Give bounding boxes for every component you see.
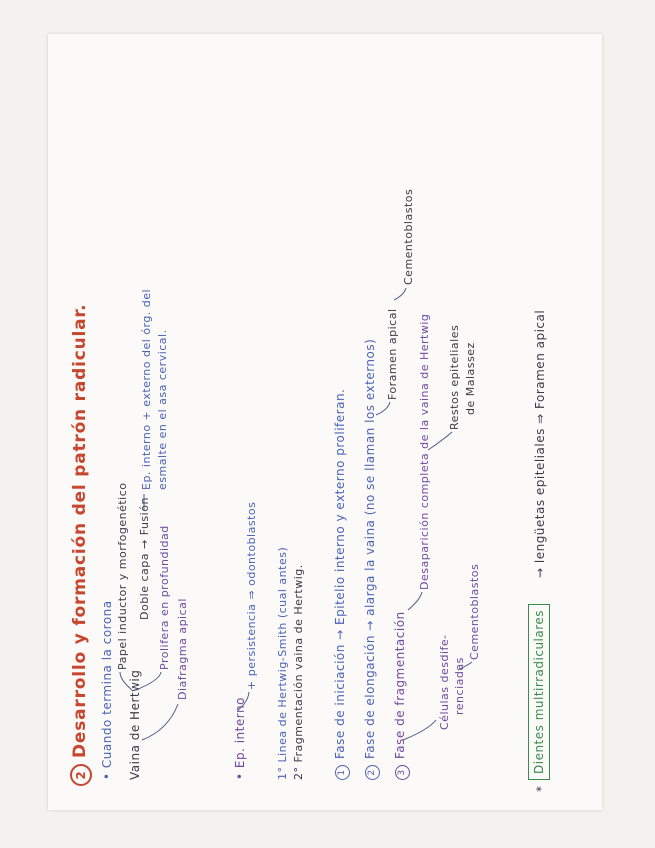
vaina-branch-diafragma: Diafragma apical: [176, 598, 189, 700]
title-text: Desarrollo y formación del patrón radicular.: [70, 303, 90, 758]
bullet-corona: • Cuando termina la corona: [100, 600, 114, 780]
bottom-rest: → lengüetas epiteliales ⇒ Foramen apical: [533, 309, 547, 578]
phase-3-restos-2: de Malassez: [464, 342, 477, 415]
phase-1-text: Fase de iniciación → Epitelio interno y externo proliferan.: [333, 388, 347, 759]
phase-2-text: Fase de elongación → alarga la vaina (no se llaman los externos): [363, 338, 377, 759]
ep-interno: • Ep. interno: [233, 697, 247, 780]
rotated-notes: [48, 34, 602, 810]
phase-2-number: 2: [365, 765, 380, 780]
multirradicular-box: Dientes multirradiculares: [528, 604, 550, 780]
phase-2-foramen: Foramen apical: [386, 308, 399, 400]
phase-3-restos-1: Restos epiteliales: [448, 324, 461, 430]
phase-3-number: 3: [395, 765, 410, 780]
vaina-branch-prolifera: Prolifera en profundidad: [158, 525, 171, 670]
phase-3-desaparicion: Desaparición completa de la vaina de Hertwig: [418, 313, 431, 590]
fusion-detail-1: Ep. interno + externo del órg. del: [140, 288, 153, 490]
fusion-detail-2: esmalte en el asa cervical.: [156, 329, 169, 490]
connector-arrows: [48, 34, 602, 810]
phase-3-text: Fase de fragmentación: [393, 611, 407, 759]
bottom-star: *: [534, 785, 548, 792]
phase-3-cementoblastos: Cementoblastos: [468, 563, 481, 660]
phase-3-celulas-1: Células desdife-: [438, 634, 451, 730]
fusion-label: Doble capa → Fusión: [138, 497, 151, 620]
note-line-1: 1° Linea de Hertwig-Smith (cual antes): [276, 546, 289, 780]
vaina-label: Vaina de Hertwig: [128, 669, 142, 780]
vaina-branch-papel: Papel inductor y morfogenético: [116, 482, 129, 670]
ep-persistencia: + persistencia ⇒ odontoblastos: [245, 501, 258, 690]
notebook-page: [48, 34, 602, 810]
phase-3-celulas-2: renciadas: [453, 657, 466, 715]
phase-2-cementoblastos: Cementoblastos: [402, 188, 415, 285]
note-line-2: 2° Fragmentación vaina de Hertwig.: [292, 564, 305, 780]
section-number: 2: [70, 764, 92, 786]
phase-1-number: 1: [335, 765, 350, 780]
